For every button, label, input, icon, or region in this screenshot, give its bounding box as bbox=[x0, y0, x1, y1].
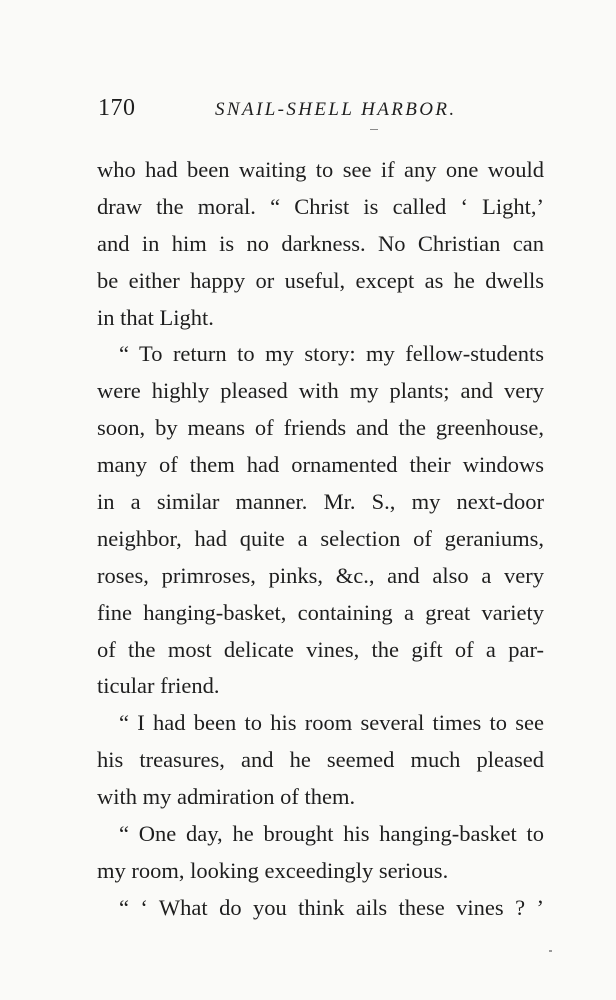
page-number: 170 bbox=[98, 95, 136, 121]
text-line: and in him is no darkness. No Christian can bbox=[97, 230, 544, 256]
text-line: roses, primroses, pinks, &c., and also a very bbox=[97, 562, 544, 588]
header-divider-mark bbox=[370, 129, 378, 130]
page-header bbox=[98, 95, 538, 131]
text-line: in that Light. bbox=[97, 304, 214, 330]
text-line: many of them had ornamented their windows bbox=[97, 452, 544, 478]
text-line: were highly pleased with my plants; and very bbox=[97, 378, 544, 404]
text-line: “ One day, he brought his hanging-basket to bbox=[119, 821, 544, 847]
text-line: “ ‘ What do you think ails these vines ? ’ bbox=[119, 894, 544, 920]
text-line: “ I had been to his room several times to see bbox=[119, 710, 544, 736]
text-line: be either happy or useful, except as he dwells bbox=[97, 267, 544, 293]
paper-speck bbox=[549, 950, 552, 952]
text-line: fine hanging-basket, containing a great variety bbox=[97, 599, 544, 625]
text-line: who had been waiting to see if any one would bbox=[97, 157, 544, 182]
text-line: of the most delicate vines, the gift of a par- bbox=[97, 636, 544, 662]
text-line: in a similar manner. Mr. S., my next-door bbox=[97, 489, 544, 515]
text-line: neighbor, had quite a selection of geraniums, bbox=[97, 525, 544, 551]
text-line: “ To return to my story: my fellow-students bbox=[119, 341, 544, 367]
text-line: my room, looking exceedingly serious. bbox=[97, 857, 449, 883]
running-head: SNAIL-SHELL HARBOR. bbox=[215, 99, 457, 120]
text-line: ticular friend. bbox=[97, 673, 220, 699]
text-line: with my admiration of them. bbox=[97, 784, 356, 810]
text-line: soon, by means of friends and the greenhouse, bbox=[97, 415, 544, 441]
page-body bbox=[97, 152, 544, 927]
text-line: draw the moral. “ Christ is called ‘ Light,’ bbox=[97, 193, 544, 219]
text-line: his treasures, and he seemed much pleased bbox=[97, 747, 544, 773]
